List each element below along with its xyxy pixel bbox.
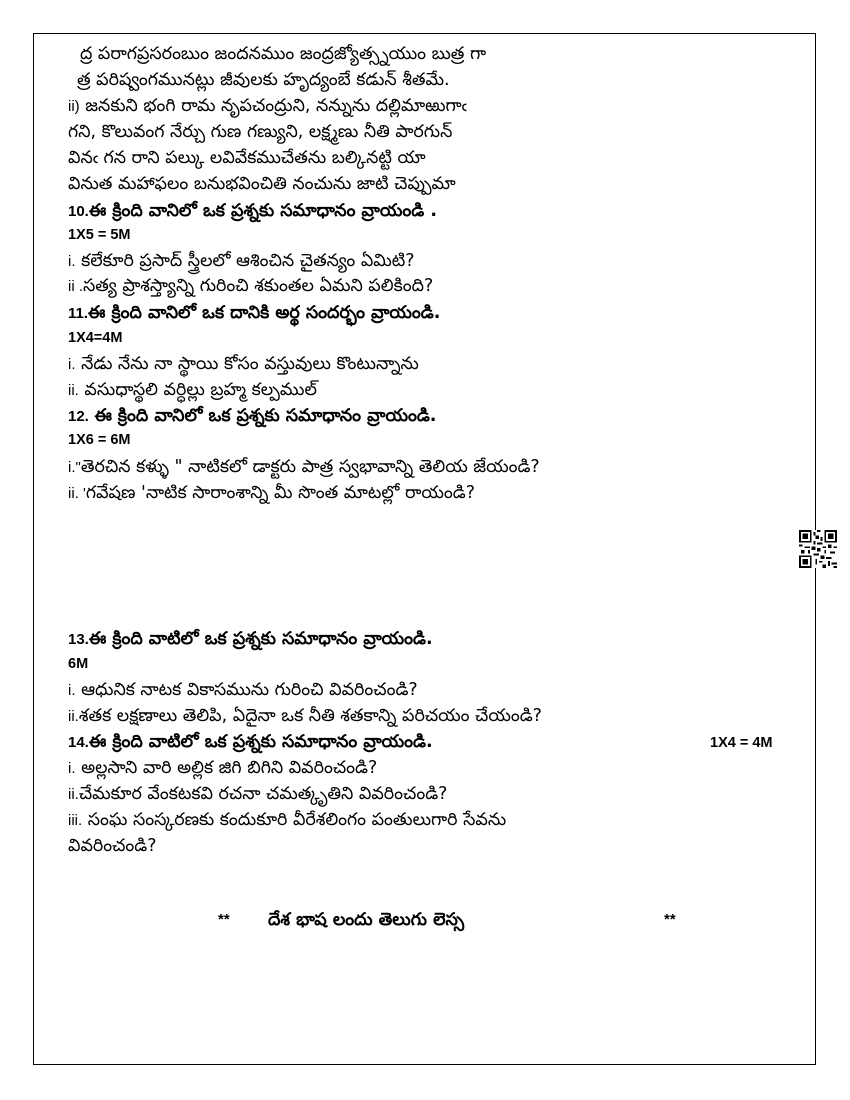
poem-line-3-text: జనకుని భంగి రామ నృపచంద్రుని, నన్నును దల్లిమాఱుగాఁ <box>85 96 467 116</box>
q14-item-3 <box>68 809 506 832</box>
q14-item-1 <box>68 757 377 780</box>
q11-item-2 <box>68 379 317 402</box>
poem-line-2: త్ర పరిష్వంగమునట్లు జీవులకు హృద్యంబే కడున్ శీతమే. <box>77 70 450 90</box>
q14-item-2 <box>68 783 447 806</box>
poem-line-4: గని, కొలువంగ నేర్చు గుణ గణ్యుని, లక్ష్మణు నీతి పారగున్ <box>68 122 453 142</box>
item-prefix: i. <box>68 253 76 270</box>
q12-item-2 <box>68 482 475 505</box>
q14-heading <box>68 731 433 754</box>
item-prefix: i. <box>68 682 76 699</box>
q10-heading <box>68 200 437 223</box>
item-text: శతక లక్షణాలు తెలిపి, ఏదైనా ఒక నీతి శతకాన్ని పరిచయం చేయండి? <box>78 706 542 726</box>
q10-marks: 1X5 = 5M <box>68 227 131 243</box>
item-prefix: ii. <box>68 382 79 399</box>
poem-line-3 <box>68 95 467 118</box>
q14-item-3-continuation: వివరించండి? <box>68 836 157 856</box>
q10-item-1 <box>68 250 415 273</box>
q13-title: ఈ క్రింది వాటిలో ఒక ప్రశ్నకు సమాధానం వ్రాయండి. <box>88 629 433 649</box>
q11-title: ఈ క్రింది వానిలో ఒక దానికి అర్థ సందర్భం వ్రాయండి. <box>88 303 441 323</box>
item-text: తెరచిన కళ్ళు " నాటికలో డాక్టరు పాత్ర స్వభావాన్ని తెలియ జేయండి? <box>80 457 540 477</box>
q14-number: 14. <box>68 734 89 751</box>
q13-heading <box>68 628 433 651</box>
footer-star-right: ** <box>664 911 676 928</box>
footer-star-left: ** <box>218 911 230 928</box>
item-prefix: ii . <box>68 278 83 295</box>
poem-prefix: ii) <box>68 98 80 115</box>
item-prefix: ii. <box>68 786 79 803</box>
q14-marks: 1X4 = 4M <box>710 735 773 751</box>
item-prefix: i. <box>68 356 76 373</box>
q10-number: 10. <box>68 203 89 220</box>
q11-number: 11. <box>68 305 89 322</box>
q11-item-1 <box>68 353 419 376</box>
item-text: సంఘ సంస్కరణకు కందుకూరి వీరేశలింగం పంతులుగారి సేవను <box>87 810 507 830</box>
footer-text: దేశ భాష లందు తెలుగు లెస్స <box>268 910 465 930</box>
poem-line-5: వినఁ గన రాని పల్కు లవివేకముచేతను బల్కినట్టి యా <box>68 148 426 168</box>
q12-number: 12. <box>68 408 89 425</box>
q12-marks: 1X6 = 6M <box>68 432 131 448</box>
item-text: చేమకూర వేంకటకవి రచనా చమత్కృతిని వివరించండి? <box>78 784 448 804</box>
qr-code-icon <box>799 530 837 568</box>
q13-number: 13. <box>68 631 89 648</box>
item-text: కలేకూరి ప్రసాద్ స్త్రీలలో ఆశించిన చైతన్యం ఏమిటి? <box>81 251 415 271</box>
q12-title: ఈ క్రింది వానిలో ఒక ప్రశ్నకు సమాధానం వ్రాయండి. <box>94 406 437 426</box>
item-text: వసుధాస్థలి వర్ధిల్లు బ్రహ్మ కల్పముల్ <box>84 380 317 400</box>
q10-item-2 <box>68 275 433 298</box>
q13-item-1 <box>68 679 418 702</box>
q13-marks: 6M <box>68 656 89 672</box>
q14-title: ఈ క్రింది వాటిలో ఒక ప్రశ్నకు సమాధానం వ్రాయండి. <box>88 732 433 752</box>
q13-item-2 <box>68 705 542 728</box>
q11-heading <box>68 302 440 325</box>
poem-line-6: వినుత మహాఫలం బనుభవించితి నంచును జాటి చెప్పుమా <box>68 174 456 194</box>
item-text: అల్లసాని వారి అల్లిక జిగి బిగిని వివరించండి? <box>81 758 378 778</box>
item-prefix: ii. ' <box>68 485 86 502</box>
poem-line-1: ద్ర పరాగప్రసరంబుం జందనముం జంద్రజ్యోత్స్నయుం బుత్ర గా <box>80 44 487 64</box>
q12-item-1 <box>68 456 540 479</box>
item-prefix: ii. <box>68 708 79 725</box>
item-text: సత్య ప్రాశస్త్యాన్ని గురించి శకుంతల ఏమని పలికింది? <box>83 276 434 296</box>
item-prefix: i. <box>68 760 76 777</box>
item-prefix: i." <box>68 459 81 476</box>
q12-heading <box>68 405 436 428</box>
item-text: గవేషణ 'నాటిక సారాంశాన్ని మీ సొంత మాటల్లో రాయండి? <box>85 483 476 503</box>
q10-title: ఈ క్రింది వానిలో ఒక ప్రశ్నకు సమాధానం వ్రాయండి . <box>88 201 437 221</box>
item-text: నేడు నేను నా స్థాయి కోసం వస్తువులు కొంటున్నాను <box>81 354 419 374</box>
item-text: ఆధునిక నాటక వికాసమును గురించి వివరించండి? <box>81 680 418 700</box>
item-prefix: iii. <box>68 812 83 829</box>
q11-marks: 1X4=4M <box>68 330 123 346</box>
